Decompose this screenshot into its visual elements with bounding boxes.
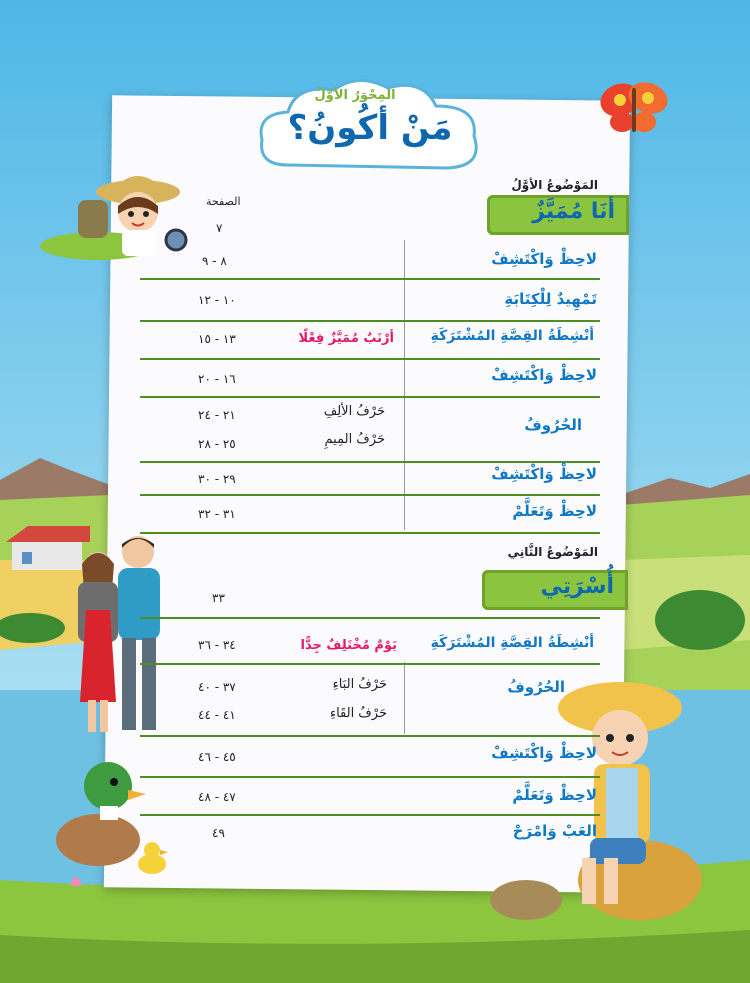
row-pages: ٢١ - ٢٤ (198, 408, 236, 422)
row-title: أنْشِطَةُ القِصَّةِ المُشْتَرَكَةِ (430, 635, 594, 651)
row-separator (140, 396, 600, 398)
row-title: لاحِظْ وَاكْتَشِفْ (491, 744, 597, 762)
unit-1-banner-text: أنَا مُمَيَّزٌ (532, 199, 615, 224)
butterfly-illustration (598, 78, 670, 140)
row-title: لاحِظْ وَتَعَلَّمْ (512, 786, 597, 804)
row-sub: حَرْفُ القَاءِ (329, 706, 387, 721)
row-title: لاحِظْ وَتَعَلَّمْ (512, 502, 597, 520)
row-title: لاحِظْ وَاكْتَشِفْ (491, 250, 597, 268)
row-sub: حَرْفُ الألِفِ (323, 404, 385, 419)
page-column-header: الصفحة (206, 195, 241, 208)
unit-2-banner-text: أُسْرَتِي (540, 574, 614, 599)
row-pages: ٣٧ - ٤٠ (198, 680, 236, 694)
row-pages: ٤٥ - ٤٦ (198, 750, 236, 764)
row-separator (140, 735, 600, 737)
row-pages: ١٠ - ١٢ (198, 293, 236, 307)
row-sub: يَوْمٌ مُخْتَلِفٌ جِدًّا (300, 638, 397, 653)
row-title: الحُرُوفُ (524, 416, 582, 434)
page-title: مَنْ أكُونُ؟ (287, 108, 453, 148)
row-pages: ١٦ - ٢٠ (198, 372, 236, 386)
row-sub: حَرْفُ البَاءِ (332, 677, 387, 692)
row-title: أنْشِطَةُ القِصَّةِ المُشْتَرَكَةِ (430, 328, 594, 344)
unit-1-page: ٧ (216, 221, 223, 235)
row-separator (140, 358, 600, 360)
row-separator (140, 814, 600, 816)
row-separator (140, 663, 600, 665)
row-pages: ٣٤ - ٣٦ (198, 638, 236, 652)
axis-label: المِحْوَرُ الأوَّلُ (314, 88, 396, 103)
row-title: تَمْهِيدٌ لِلْكِتَابَةِ (504, 290, 597, 308)
duck-illustration (40, 756, 180, 916)
unit-2-banner (482, 570, 628, 610)
row-pages: ٣١ - ٣٢ (198, 507, 236, 521)
column-divider-2 (404, 662, 405, 734)
row-pages: ١٣ - ١٥ (198, 332, 236, 346)
unit-1-label: المَوْضُوعُ الأوَّلُ (511, 178, 598, 192)
row-separator (140, 776, 600, 778)
row-title: الحُرُوفُ (507, 678, 565, 696)
row-separator (140, 461, 600, 463)
row-separator (140, 320, 600, 322)
row-title: لاحِظْ وَاكْتَشِفْ (491, 366, 597, 384)
row-title: العَبْ وَامْرَحْ (512, 822, 597, 840)
column-divider-1 (404, 240, 405, 530)
row-separator (140, 532, 600, 534)
parents-illustration (68, 530, 180, 742)
row-separator (140, 617, 600, 619)
row-title: لاحِظْ وَاكْتَشِفْ (491, 465, 597, 483)
row-separator (140, 494, 600, 496)
row-pages: ٤٩ (212, 826, 225, 840)
row-sub: أرْنَبٌ مُمَيَّزٌ فِعْلًا (298, 331, 394, 346)
row-pages: ٢٩ - ٣٠ (198, 472, 236, 486)
unit-1-banner (487, 195, 629, 235)
unit-2-label: المَوْضُوعُ الثَّانِي (507, 545, 598, 559)
row-separator (140, 278, 600, 280)
row-pages: ٨ - ٩ (202, 254, 227, 268)
unit-2-page: ٣٣ (212, 591, 225, 605)
row-pages: ٤٧ - ٤٨ (198, 790, 236, 804)
row-sub: حَرْفُ المِيمِ (324, 432, 385, 447)
row-pages: ٢٥ - ٢٨ (198, 437, 236, 451)
row-pages: ٤١ - ٤٤ (198, 708, 236, 722)
explorer-girl-illustration (38, 166, 198, 290)
